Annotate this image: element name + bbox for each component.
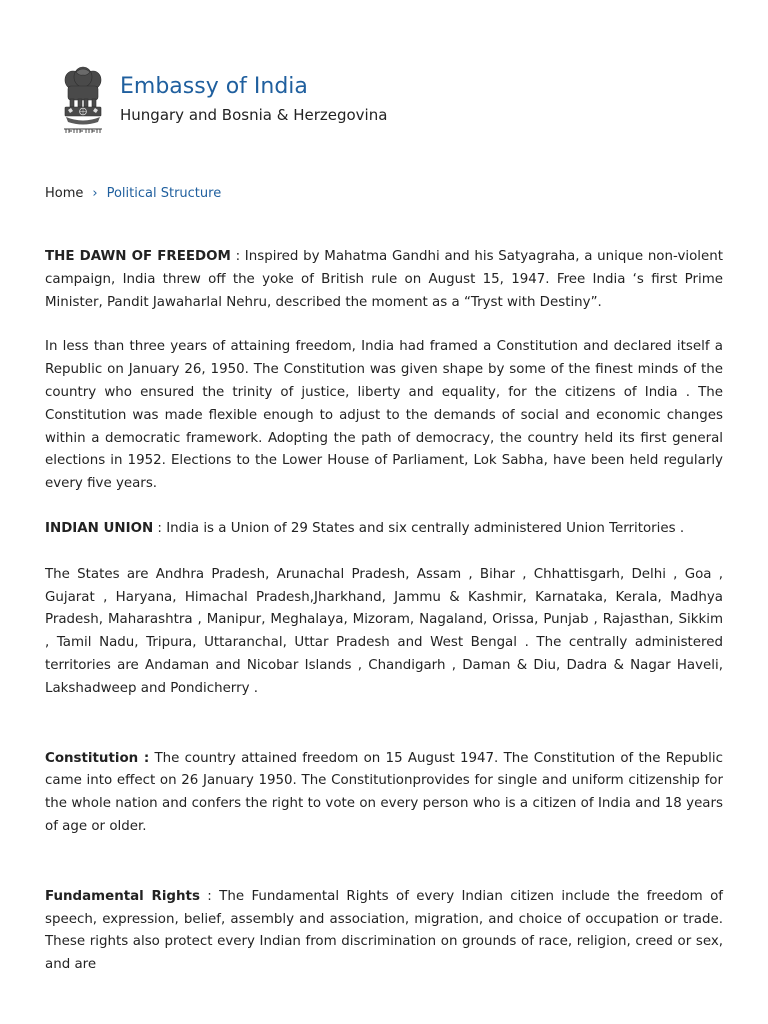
site-header	[60, 66, 720, 142]
paragraph-constitution	[45, 748, 723, 839]
chevron-right-icon: ›	[92, 186, 98, 201]
paragraph-heading: THE DAWN OF FREEDOM	[45, 249, 231, 264]
article-body	[45, 246, 723, 977]
breadcrumb-home-link[interactable]: Home	[45, 186, 84, 201]
breadcrumb-current[interactable]: Political Structure	[106, 186, 222, 201]
ashoka-emblem-icon[interactable]	[60, 66, 106, 138]
paragraph-heading: Fundamental Rights	[45, 888, 200, 904]
paragraph-constitution-history	[45, 336, 723, 496]
paragraph-dawn-of-freedom	[45, 246, 723, 314]
paragraph-fundamental-rights	[45, 886, 723, 977]
paragraph-text: In less than three years of attaining freedom, India had framed a Constitution and declared itself a Republic on January 26, 1950. The Constitution was given shape by some of the finest minds of the country who ensured the trinity of justice, liberty and equality, for the citizens of India . The Constitution was made flexible enough to adjust to the demands of social and economic changes within a democratic framework. Adopting the path of democracy, the country held its first general elections in 1952. Elections to the Lower House of Parliament, Lok Sabha, have been held regularly every five years.	[45, 339, 723, 492]
breadcrumb	[45, 184, 221, 204]
paragraph-indian-union	[45, 518, 723, 541]
paragraph-text: : The Fundamental Rights of every Indian citizen include the freedom of speech, expression, belief, assembly and association, migration, and choice of occupation or trade. These rights also protect every Indian from discrimination on grounds of race, religion, creed or sex, and are	[45, 888, 723, 973]
paragraph-text: The States are Andhra Pradesh, Arunachal Pradesh, Assam , Bihar , Chhattisgarh, Delhi , Goa , Gujarat , Haryana, Himachal Pradesh,Jharkhand, Jammu & Kashmir, Karnataka, Kerala, Madhya Pradesh, Maharashtra , Manipur, Meghalaya, Mizoram, Nagaland, Orissa, Punjab , Rajasthan, Sikkim , Tamil Nadu, Tripura, Uttaranchal, Uttar Pradesh and West Bengal . The centrally administered territories are Andaman and Nicobar Islands , Chandigarh , Daman & Diu, Dadra & Nagar Haveli, Lakshadweep and Pondicherry .	[45, 566, 723, 696]
paragraph-heading: Constitution :	[45, 750, 150, 766]
paragraph-text: : India is a Union of 29 States and six centrally administered Union Territories .	[153, 520, 685, 536]
paragraph-heading: INDIAN UNION	[45, 520, 154, 536]
paragraph-text: The country attained freedom on 15 August 1947. The Constitution of the Republic came into effect on 26 January 1950. The Constitutionprovides for single and uniform citizenship for the whole nation and confers the right to vote on every person who is a citizen of India and 18 years of age or older.	[45, 750, 723, 834]
paragraph-text: : Inspired by Mahatma Gandhi and his Satyagraha, a unique non-violent campaign, India threw off the yoke of British rule on August 15, 1947. Free India ‘s first Prime Minister, Pandit Jawaharlal Nehru, described the moment as a “Tryst with Destiny”.	[45, 249, 723, 310]
paragraph-states-list	[45, 564, 723, 701]
site-subtitle: Hungary and Bosnia & Herzegovina	[120, 106, 388, 124]
site-title[interactable]: Embassy of India	[120, 74, 308, 99]
